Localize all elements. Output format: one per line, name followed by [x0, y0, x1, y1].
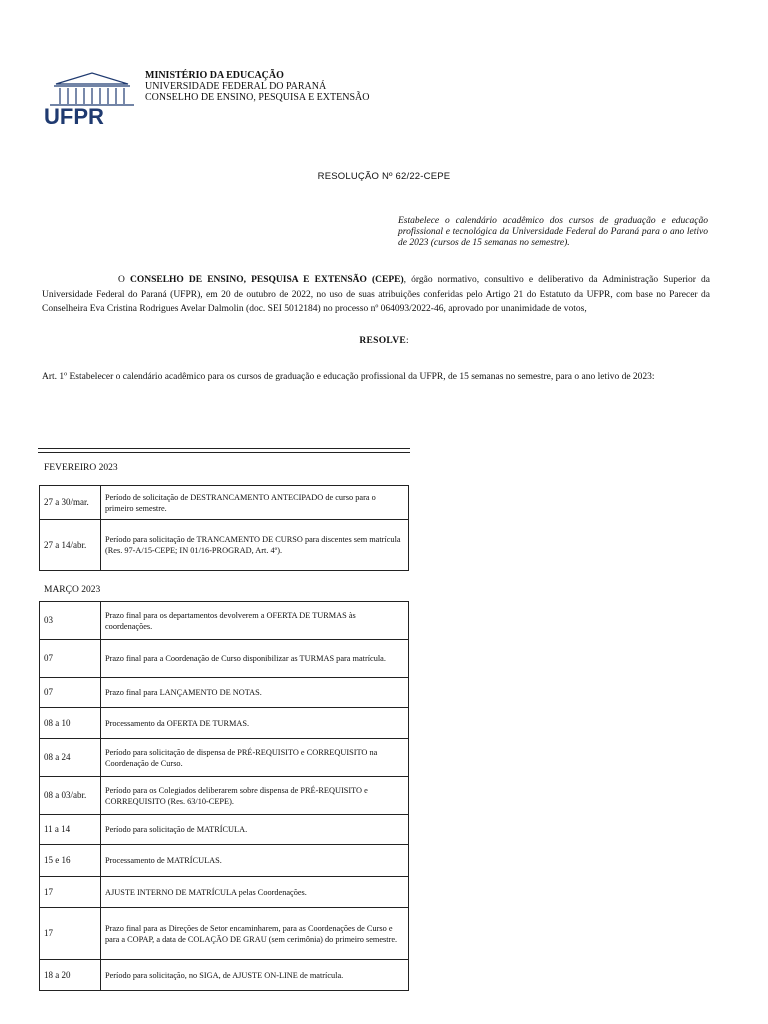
resolution-title: RESOLUÇÃO Nº 62/22-CEPE: [317, 171, 451, 182]
row-date: 27 a 30/mar.: [40, 486, 101, 520]
row-date: 18 a 20: [40, 960, 101, 991]
row-date: 08 a 03/abr.: [40, 777, 101, 815]
row-date: 03: [40, 602, 101, 640]
table-row: [40, 678, 409, 708]
institution-header: [145, 70, 369, 103]
row-description: AJUSTE INTERNO DE MATRÍCULA pelas Coordenações.: [101, 877, 409, 908]
article-1: Art. 1º Estabelecer o calendário acadêmico para os cursos de graduação e educação profissional da UFPR, de 15 semanas no semestre, para o ano letivo de 2023:: [42, 372, 655, 382]
row-description: Período para solicitação de MATRÍCULA.: [101, 815, 409, 845]
row-date: 08 a 24: [40, 739, 101, 777]
table-row: [40, 520, 409, 571]
table-row: [40, 960, 409, 991]
row-description: Prazo final para LANÇAMENTO DE NOTAS.: [101, 678, 409, 708]
row-date: 07: [40, 678, 101, 708]
table-top-rule-2: [38, 452, 410, 453]
row-description: Prazo final para as Direções de Setor encaminharem, para as Coordenações de Curso e para a COPAP, a data de COLAÇÃO DE GRAU (sem cerimônia) do primeiro semestre.: [101, 908, 409, 960]
ufpr-logo: [42, 70, 142, 126]
ementa: Estabelece o calendário acadêmico dos cursos de graduação e educação profissional e tecnológica da Universidade Federal do Paraná para o ano letivo de 2023 (cursos de 15 semanas no semestre).: [398, 216, 708, 248]
ministry-name: MINISTÉRIO DA EDUCAÇÃO: [145, 70, 284, 81]
table-row: [40, 602, 409, 640]
table-row: [40, 739, 409, 777]
table-row: [40, 845, 409, 877]
row-date: 07: [40, 640, 101, 678]
row-description: Período de solicitação de DESTRANCAMENTO ANTECIPADO de curso para o primeiro semestre.: [101, 486, 409, 520]
table-row: [40, 777, 409, 815]
preamble-pre: O: [118, 275, 130, 285]
resolve-word: RESOLVE: [359, 336, 406, 346]
row-description: Prazo final para a Coordenação de Curso disponibilizar as TURMAS para matrícula.: [101, 640, 409, 678]
row-description: Período para os Colegiados deliberarem sobre dispensa de PRÉ-REQUISITO e CORREQUISITO (Res. 63/10-CEPE).: [101, 777, 409, 815]
table-top-rule: [38, 448, 410, 449]
row-date: 08 a 10: [40, 708, 101, 739]
preamble-text: , órgão normativo, consultivo e deliberativo da Administração Superior da Universidade Federal do Paraná (UFPR), em 20 de outubro de 2022, no uso de suas atribuições conferidas pelo Artigo 21 do Estatuto da UFPR, com base no Parecer da Conselheira Eva Cristina Rodrigues Avelar Dalmolin (doc. SEI 5012184) no processo nº 064093/2022-46, aprovado por unanimidade de votos,: [42, 275, 710, 314]
logo-text: UFPR: [44, 104, 104, 126]
row-description: Processamento da OFERTA DE TURMAS.: [101, 708, 409, 739]
table-row: [40, 640, 409, 678]
resolve-heading: [0, 336, 768, 346]
row-description: Processamento de MATRÍCULAS.: [101, 845, 409, 877]
table-row: [40, 908, 409, 960]
university-name: UNIVERSIDADE FEDERAL DO PARANÁ: [145, 81, 327, 92]
table-row: [40, 815, 409, 845]
month-label-february: FEVEREIRO 2023: [44, 463, 118, 473]
row-description: Prazo final para os departamentos devolverem a OFERTA DE TURMAS às coordenações.: [101, 602, 409, 640]
row-date: 27 a 14/abr.: [40, 520, 101, 571]
resolve-colon: :: [406, 336, 409, 346]
row-description: Período para solicitação, no SIGA, de AJUSTE ON-LINE de matrícula.: [101, 960, 409, 991]
calendar-table-february: [39, 485, 409, 571]
row-date: 17: [40, 908, 101, 960]
row-date: 11 a 14: [40, 815, 101, 845]
table-row: [40, 708, 409, 739]
preamble: [42, 273, 710, 317]
council-name: CONSELHO DE ENSINO, PESQUISA E EXTENSÃO: [145, 92, 370, 103]
table-row: [40, 486, 409, 520]
table-row: [40, 877, 409, 908]
row-date: 17: [40, 877, 101, 908]
row-description: Período para solicitação de TRANCAMENTO DE CURSO para discentes sem matrícula (Res. 97-A/15-CEPE; IN 01/16-PROGRAD, Art. 4º).: [101, 520, 409, 571]
month-label-march: MARÇO 2023: [44, 585, 101, 595]
row-description: Período para solicitação de dispensa de PRÉ-REQUISITO e CORREQUISITO na Coordenação de Curso.: [101, 739, 409, 777]
row-date: 15 e 16: [40, 845, 101, 877]
preamble-council: CONSELHO DE ENSINO, PESQUISA E EXTENSÃO (CEPE): [129, 275, 404, 285]
calendar-table-march: [39, 601, 409, 991]
